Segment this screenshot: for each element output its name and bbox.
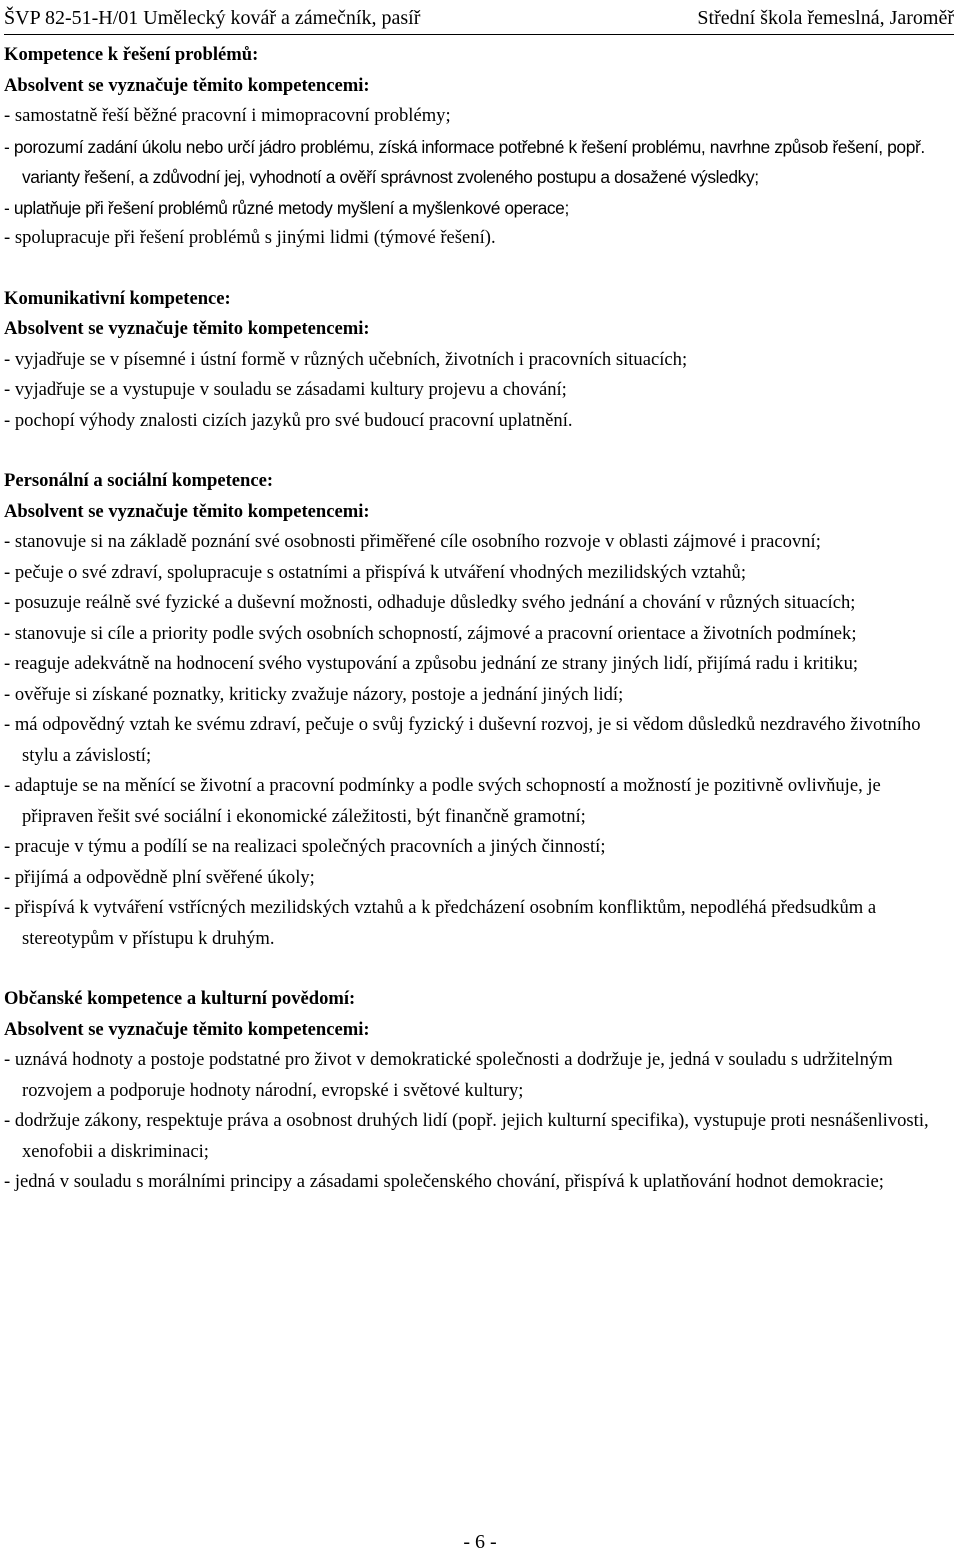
section-civic-culture xyxy=(4,984,956,1198)
list-item: - samostatně řeší běžné pracovní i mimopracovní problémy; xyxy=(4,101,956,132)
section-subtitle: Absolvent se vyznačuje těmito kompetencemi: xyxy=(4,1018,370,1040)
list-item: - stanovuje si na základě poznání své osobnosti přiměřené cíle osobního rozvoje v oblasti zájmové i pracovní; xyxy=(4,527,956,558)
header-program-title: ŠVP 82-51-H/01 Umělecký kovář a zámečník, pasíř xyxy=(4,7,421,29)
list-item: - uznává hodnoty a postoje podstatné pro život v demokratické společnosti a dodržuje je, jedná v souladu s udržitelným rozvojem a podporuje hodnoty národní, evropské i světové kultury; xyxy=(4,1045,956,1106)
list-item: - pochopí výhody znalosti cizích jazyků pro své budoucí pracovní uplatnění. xyxy=(4,406,956,437)
competence-list xyxy=(4,1045,956,1198)
competence-list xyxy=(4,345,956,437)
list-item: - posuzuje reálně své fyzické a duševní možnosti, odhaduje důsledky svého jednání a chování v různých situacích; xyxy=(4,588,956,619)
section-subtitle: Absolvent se vyznačuje těmito kompetencemi: xyxy=(4,500,370,522)
list-item: - přispívá k vytváření vstřícných mezilidských vztahů a k předcházení osobním konfliktům, nepodléhá předsudkům a stereotypům v přístupu k druhým. xyxy=(4,893,956,954)
list-item: - pečuje o své zdraví, spolupracuje s ostatními a přispívá k utváření vhodných mezilidských vztahů; xyxy=(4,558,956,589)
list-item: - ověřuje si získané poznatky, kriticky zvažuje názory, postoje a jednání jiných lidí; xyxy=(4,680,956,711)
section-personal-social xyxy=(4,466,956,954)
header-school-name: Střední škola řemeslná, Jaroměř xyxy=(697,7,954,29)
section-title: Personální a sociální kompetence: xyxy=(4,470,274,491)
competence-list xyxy=(4,101,956,254)
list-item: - vyjadřuje se a vystupuje v souladu se zásadami kultury projevu a chování; xyxy=(4,375,956,406)
list-item: - přijímá a odpovědně plní svěřené úkoly; xyxy=(4,863,956,894)
page-header xyxy=(4,4,954,35)
list-item: - stanovuje si cíle a priority podle svých osobních schopností, zájmové a pracovní orientace a životních podmínek; xyxy=(4,619,956,650)
document-body xyxy=(4,40,956,1198)
section-problem-solving xyxy=(4,40,956,254)
list-item: - spolupracuje při řešení problémů s jinými lidmi (týmové řešení). xyxy=(4,223,956,254)
list-item: - jedná v souladu s morálními principy a zásadami společenského chování, přispívá k uplatňování hodnot demokracie; xyxy=(4,1167,956,1198)
section-subtitle: Absolvent se vyznačuje těmito kompetencemi: xyxy=(4,74,370,96)
section-title: Kompetence k řešení problémů: xyxy=(4,44,259,65)
list-item: - dodržuje zákony, respektuje práva a osobnost druhých lidí (popř. jejich kulturní specifika), vystupuje proti nesnášenlivosti, xenofobii a diskriminaci; xyxy=(4,1106,956,1167)
list-item: - adaptuje se na měnící se životní a pracovní podmínky a podle svých schopností a možností je pozitivně ovlivňuje, je připraven řešit své sociální i ekonomické záležitosti, být finančně gramotní; xyxy=(4,771,956,832)
list-item: - reaguje adekvátně na hodnocení svého vystupování a způsobu jednání ze strany jiných lidí, přijímá radu i kritiku; xyxy=(4,649,956,680)
page-number: - 6 - xyxy=(463,1531,497,1553)
section-communication xyxy=(4,284,956,437)
section-title: Občanské kompetence a kulturní povědomí: xyxy=(4,988,356,1009)
list-item: - vyjadřuje se v písemné i ústní formě v různých učebních, životních i pracovních situacích; xyxy=(4,345,956,376)
section-subtitle: Absolvent se vyznačuje těmito kompetencemi: xyxy=(4,318,370,339)
list-item: - uplatňuje při řešení problémů různé metody myšlení a myšlenkové operace; xyxy=(4,193,956,224)
list-item: - pracuje v týmu a podílí se na realizaci společných pracovních a jiných činností; xyxy=(4,832,956,863)
list-item: - má odpovědný vztah ke svému zdraví, pečuje o svůj fyzický i duševní rozvoj, je si vědom důsledků nezdravého životního stylu a závislostí; xyxy=(4,710,956,771)
section-title: Komunikativní kompetence: xyxy=(4,287,231,309)
list-item: - porozumí zadání úkolu nebo určí jádro problému, získá informace potřebné k řešení problému, navrhne způsob řešení, popř. varianty řešení, a zdůvodní jej, vyhodnotí a ověří správnost zvoleného postupu a dosažené výsledky; xyxy=(4,132,956,193)
competence-list xyxy=(4,527,956,954)
